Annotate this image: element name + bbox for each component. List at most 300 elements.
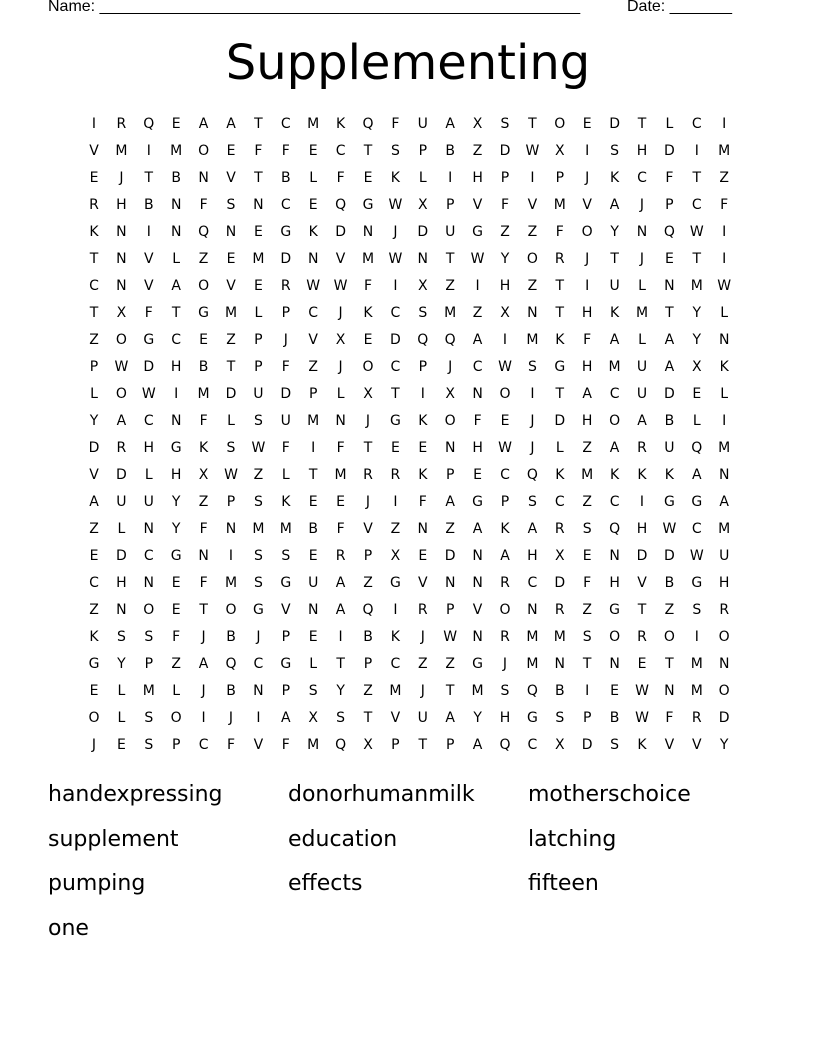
grid-letter[interactable]: D (116, 548, 127, 564)
grid-letter[interactable]: F (500, 197, 510, 213)
grid-letter[interactable]: P (418, 143, 428, 159)
grid-letter[interactable]: P (665, 197, 674, 213)
grid-letter[interactable]: Q (526, 467, 538, 483)
grid-letter[interactable]: M (690, 656, 703, 672)
grid-letter[interactable]: F (254, 143, 263, 159)
grid-letter[interactable]: R (335, 548, 346, 564)
grid-letter[interactable]: R (417, 602, 428, 618)
grid-letter[interactable]: M (718, 521, 731, 537)
grid-letter[interactable]: V (390, 710, 401, 726)
grid-letter[interactable]: S (555, 710, 565, 726)
grid-letter[interactable]: M (718, 143, 731, 159)
grid-letter[interactable]: D (581, 737, 593, 753)
grid-letter[interactable]: X (335, 332, 346, 348)
grid-letter[interactable]: W (388, 251, 403, 267)
grid-letter[interactable]: P (363, 656, 373, 672)
grid-letter[interactable]: G (472, 494, 484, 510)
grid-letter[interactable]: A (445, 116, 455, 132)
grid-letter[interactable]: Z (363, 683, 373, 699)
grid-letter[interactable]: B (445, 143, 455, 159)
grid-letter[interactable]: Z (418, 656, 428, 672)
grid-letter[interactable]: A (445, 710, 455, 726)
grid-letter[interactable]: V (253, 737, 264, 753)
grid-letter[interactable]: L (720, 386, 729, 402)
grid-letter[interactable]: J (119, 170, 124, 186)
grid-letter[interactable]: X (472, 116, 483, 132)
grid-letter[interactable]: M (307, 116, 320, 132)
grid-letter[interactable]: W (662, 521, 677, 537)
grid-letter[interactable]: W (306, 278, 321, 294)
grid-letter[interactable]: H (581, 413, 593, 429)
grid-letter[interactable]: N (527, 305, 538, 321)
grid-letter[interactable]: K (336, 116, 346, 132)
grid-letter[interactable]: E (226, 251, 236, 267)
grid-letter[interactable]: O (581, 224, 593, 240)
grid-letter[interactable]: G (472, 224, 484, 240)
grid-letter[interactable]: P (500, 494, 510, 510)
grid-letter[interactable]: K (390, 629, 400, 645)
grid-letter[interactable]: E (637, 656, 647, 672)
grid-letter[interactable]: K (363, 305, 373, 321)
grid-letter[interactable]: K (610, 467, 620, 483)
grid-letter[interactable]: T (445, 683, 455, 699)
grid-letter[interactable]: W (689, 224, 704, 240)
grid-letter[interactable]: S (226, 440, 236, 456)
grid-letter[interactable]: F (199, 197, 208, 213)
grid-letter[interactable]: M (526, 332, 539, 348)
grid-letter[interactable]: G (389, 413, 401, 429)
grid-letter[interactable]: V (472, 602, 483, 618)
grid-letter[interactable]: A (335, 602, 346, 618)
grid-letter[interactable]: C (143, 413, 154, 429)
grid-letter[interactable]: B (609, 710, 620, 726)
grid-letter[interactable]: I (338, 629, 343, 645)
grid-letter[interactable]: C (89, 575, 99, 591)
grid-letter[interactable]: M (197, 386, 210, 402)
grid-letter[interactable]: T (199, 602, 208, 618)
grid-letter[interactable]: V (226, 278, 236, 294)
grid-letter[interactable]: K (390, 170, 400, 186)
grid-letter[interactable]: E (308, 197, 318, 213)
grid-letter[interactable]: Q (335, 197, 347, 213)
grid-letter[interactable]: I (448, 170, 453, 186)
grid-letter[interactable]: H (499, 710, 511, 726)
grid-letter[interactable]: J (585, 251, 590, 267)
grid-letter[interactable]: X (198, 467, 209, 483)
grid-letter[interactable]: F (226, 737, 236, 753)
grid-letter[interactable]: U (308, 575, 319, 591)
grid-letter[interactable]: W (635, 683, 649, 699)
grid-letter[interactable]: S (418, 305, 428, 321)
grid-letter[interactable]: U (636, 386, 648, 402)
grid-letter[interactable]: J (365, 413, 371, 429)
grid-letter[interactable]: H (718, 575, 730, 591)
grid-letter[interactable]: O (170, 710, 182, 726)
grid-letter[interactable]: Z (527, 278, 538, 294)
grid-letter[interactable]: T (363, 710, 373, 726)
grid-letter[interactable]: P (445, 467, 455, 483)
grid-letter[interactable]: A (226, 116, 236, 132)
grid-letter[interactable]: I (201, 710, 206, 726)
grid-letter[interactable]: S (500, 116, 510, 132)
grid-letter[interactable]: L (720, 305, 729, 321)
grid-letter[interactable]: N (307, 251, 319, 267)
grid-letter[interactable]: R (554, 521, 565, 537)
grid-letter[interactable]: S (692, 602, 702, 618)
grid-letter[interactable]: R (554, 602, 565, 618)
grid-letter[interactable]: P (281, 683, 291, 699)
grid-letter[interactable]: Z (582, 440, 592, 456)
grid-letter[interactable]: Z (582, 602, 592, 618)
grid-letter[interactable]: A (472, 521, 483, 537)
grid-letter[interactable]: H (116, 197, 127, 213)
grid-letter[interactable]: F (172, 629, 181, 645)
grid-letter[interactable]: T (582, 656, 592, 672)
grid-letter[interactable]: I (174, 386, 179, 402)
grid-letter[interactable]: M (334, 467, 347, 483)
grid-letter[interactable]: R (89, 197, 99, 213)
grid-letter[interactable]: M (690, 683, 703, 699)
grid-letter[interactable]: P (445, 197, 455, 213)
grid-letter[interactable]: Z (226, 332, 236, 348)
grid-letter[interactable]: E (308, 143, 318, 159)
grid-letter[interactable]: G (88, 656, 100, 672)
grid-letter[interactable]: T (692, 170, 702, 186)
grid-letter[interactable]: C (253, 656, 264, 672)
grid-letter[interactable]: P (281, 629, 291, 645)
grid-letter[interactable]: N (664, 683, 675, 699)
grid-letter[interactable]: M (307, 413, 320, 429)
grid-letter[interactable]: D (143, 359, 155, 375)
grid-letter[interactable]: P (363, 548, 373, 564)
grid-letter[interactable]: U (636, 359, 648, 375)
grid-letter[interactable]: M (444, 305, 457, 321)
grid-letter[interactable]: E (418, 548, 428, 564)
grid-letter[interactable]: F (199, 413, 208, 429)
grid-letter[interactable]: K (610, 170, 620, 186)
grid-letter[interactable]: D (280, 251, 292, 267)
grid-letter[interactable]: H (499, 278, 511, 294)
grid-letter[interactable]: S (390, 143, 400, 159)
grid-letter[interactable]: Y (610, 224, 619, 240)
grid-letter[interactable]: E (253, 224, 263, 240)
grid-letter[interactable]: M (170, 143, 183, 159)
grid-letter[interactable]: L (309, 170, 318, 186)
grid-letter[interactable]: Q (499, 737, 511, 753)
grid-letter[interactable]: M (115, 143, 128, 159)
grid-letter[interactable]: J (256, 629, 261, 645)
grid-letter[interactable]: C (609, 494, 620, 510)
grid-letter[interactable]: A (609, 440, 620, 456)
grid-letter[interactable]: G (472, 656, 484, 672)
grid-letter[interactable]: J (530, 413, 535, 429)
grid-letter[interactable]: S (144, 710, 154, 726)
grid-letter[interactable]: G (554, 359, 566, 375)
grid-letter[interactable]: M (526, 629, 539, 645)
grid-letter[interactable]: B (308, 521, 318, 537)
grid-letter[interactable]: L (336, 386, 345, 402)
grid-letter[interactable]: B (143, 197, 154, 213)
grid-letter[interactable]: J (365, 494, 371, 510)
grid-letter[interactable]: Q (609, 521, 621, 537)
grid-letter[interactable]: T (171, 305, 181, 321)
grid-letter[interactable]: F (281, 143, 290, 159)
grid-letter[interactable]: C (691, 116, 702, 132)
grid-letter[interactable]: T (528, 116, 537, 132)
grid-letter[interactable]: N (116, 278, 127, 294)
grid-letter[interactable]: Y (692, 305, 702, 321)
grid-letter[interactable]: I (256, 710, 261, 726)
grid-letter[interactable]: N (472, 629, 483, 645)
grid-letter[interactable]: W (388, 197, 403, 213)
grid-letter[interactable]: S (610, 143, 620, 159)
grid-letter[interactable]: X (418, 278, 428, 294)
grid-letter[interactable]: C (500, 467, 510, 483)
grid-letter[interactable]: G (609, 602, 621, 618)
grid-letter[interactable]: N (554, 656, 566, 672)
grid-letter[interactable]: J (338, 305, 343, 321)
grid-letter[interactable]: R (363, 467, 373, 483)
grid-letter[interactable]: P (500, 170, 510, 186)
grid-letter[interactable]: S (308, 683, 318, 699)
grid-letter[interactable]: L (117, 710, 126, 726)
grid-letter[interactable]: D (718, 710, 730, 726)
grid-letter[interactable]: Q (526, 683, 538, 699)
grid-letter[interactable]: V (363, 521, 373, 537)
grid-letter[interactable]: Y (336, 683, 345, 699)
grid-letter[interactable]: E (418, 440, 428, 456)
grid-letter[interactable]: E (610, 683, 620, 699)
grid-letter[interactable]: O (499, 386, 511, 402)
grid-letter[interactable]: L (117, 521, 126, 537)
grid-letter[interactable]: Z (500, 224, 510, 240)
grid-letter[interactable]: L (227, 413, 235, 429)
grid-letter[interactable]: Q (335, 737, 347, 753)
grid-letter[interactable]: A (281, 710, 291, 726)
grid-letter[interactable]: M (526, 656, 539, 672)
grid-letter[interactable]: T (665, 305, 674, 321)
grid-letter[interactable]: E (363, 170, 373, 186)
grid-letter[interactable]: M (252, 251, 265, 267)
grid-letter[interactable]: L (117, 683, 126, 699)
grid-letter[interactable]: I (530, 386, 535, 402)
grid-letter[interactable]: Z (472, 143, 483, 159)
grid-letter[interactable]: J (201, 629, 206, 645)
grid-letter[interactable]: S (253, 548, 263, 564)
grid-letter[interactable]: X (692, 359, 702, 375)
grid-letter[interactable]: Z (445, 656, 455, 672)
grid-letter[interactable]: V (308, 332, 318, 348)
grid-letter[interactable]: Y (89, 413, 99, 429)
grid-letter[interactable]: H (170, 467, 182, 483)
grid-letter[interactable]: L (90, 386, 98, 402)
grid-letter[interactable]: H (527, 548, 538, 564)
grid-letter[interactable]: Z (171, 656, 181, 672)
grid-letter[interactable]: K (418, 467, 428, 483)
grid-letter[interactable]: H (170, 359, 182, 375)
grid-letter[interactable]: G (362, 197, 374, 213)
grid-letter[interactable]: N (718, 467, 730, 483)
grid-letter[interactable]: J (420, 683, 425, 699)
grid-letter[interactable]: A (198, 116, 209, 132)
grid-letter[interactable]: P (254, 332, 263, 348)
grid-letter[interactable]: F (144, 305, 153, 321)
grid-letter[interactable]: C (527, 737, 538, 753)
grid-letter[interactable]: S (582, 521, 592, 537)
grid-letter[interactable]: I (502, 332, 508, 348)
grid-letter[interactable]: C (691, 197, 702, 213)
grid-letter[interactable]: Z (89, 602, 99, 618)
grid-letter[interactable]: E (582, 116, 592, 132)
grid-letter[interactable]: D (390, 332, 401, 348)
grid-letter[interactable]: F (665, 710, 674, 726)
grid-letter[interactable]: F (583, 332, 592, 348)
grid-letter[interactable]: A (472, 737, 483, 753)
grid-letter[interactable]: U (664, 440, 675, 456)
grid-letter[interactable]: T (144, 170, 154, 186)
grid-letter[interactable]: M (635, 305, 649, 321)
grid-letter[interactable]: Y (500, 251, 510, 267)
grid-letter[interactable]: N (527, 602, 538, 618)
grid-letter[interactable]: O (362, 359, 374, 375)
grid-letter[interactable]: B (664, 413, 675, 429)
grid-letter[interactable]: D (636, 548, 648, 564)
grid-letter[interactable]: C (280, 116, 291, 132)
grid-letter[interactable]: E (199, 332, 209, 348)
grid-letter[interactable]: Z (582, 494, 592, 510)
grid-letter[interactable]: T (308, 467, 318, 483)
grid-letter[interactable]: D (225, 386, 237, 402)
grid-letter[interactable]: E (308, 548, 318, 564)
grid-letter[interactable]: Z (198, 251, 209, 267)
grid-letter[interactable]: N (718, 332, 730, 348)
grid-letter[interactable]: G (252, 602, 264, 618)
grid-letter[interactable]: U (116, 494, 127, 510)
grid-letter[interactable]: A (171, 278, 181, 294)
grid-letter[interactable]: K (555, 467, 565, 483)
grid-letter[interactable]: R (691, 710, 702, 726)
grid-letter[interactable]: I (475, 278, 480, 294)
grid-letter[interactable]: I (722, 224, 727, 240)
grid-letter[interactable]: F (336, 440, 345, 456)
grid-letter[interactable]: N (417, 251, 429, 267)
grid-letter[interactable]: E (308, 494, 318, 510)
grid-letter[interactable]: L (281, 467, 290, 483)
grid-letter[interactable]: K (637, 737, 647, 753)
grid-letter[interactable]: A (445, 494, 455, 510)
grid-letter[interactable]: H (636, 521, 648, 537)
date-field-line[interactable]: Date: _______ (627, 0, 732, 15)
grid-letter[interactable]: S (500, 683, 510, 699)
grid-letter[interactable]: U (417, 710, 428, 726)
grid-letter[interactable]: I (91, 116, 97, 132)
grid-letter[interactable]: O (88, 710, 100, 726)
grid-letter[interactable]: R (500, 575, 510, 591)
grid-letter[interactable]: N (472, 386, 483, 402)
grid-letter[interactable]: P (144, 656, 154, 672)
grid-letter[interactable]: E (692, 386, 702, 402)
grid-letter[interactable]: L (309, 656, 318, 672)
grid-letter[interactable]: H (636, 143, 648, 159)
grid-letter[interactable]: L (172, 251, 181, 267)
grid-letter[interactable]: E (89, 170, 99, 186)
grid-letter[interactable]: N (417, 521, 429, 537)
grid-letter[interactable]: T (637, 116, 647, 132)
grid-letter[interactable]: I (694, 143, 699, 159)
grid-letter[interactable]: I (393, 494, 398, 510)
grid-letter[interactable]: X (555, 548, 565, 564)
grid-letter[interactable]: X (363, 386, 373, 402)
grid-letter[interactable]: U (719, 548, 730, 564)
grid-letter[interactable]: B (226, 683, 236, 699)
grid-letter[interactable]: K (664, 467, 674, 483)
grid-letter[interactable]: T (665, 656, 674, 672)
grid-letter[interactable]: X (308, 710, 318, 726)
grid-letter[interactable]: N (170, 224, 182, 240)
grid-letter[interactable]: B (280, 170, 291, 186)
grid-letter[interactable]: W (470, 251, 485, 267)
grid-letter[interactable]: R (554, 251, 565, 267)
grid-letter[interactable]: A (116, 413, 127, 429)
grid-letter[interactable]: C (198, 737, 209, 753)
grid-letter[interactable]: W (114, 359, 129, 375)
grid-letter[interactable]: W (689, 548, 704, 564)
grid-letter[interactable]: V (692, 737, 702, 753)
grid-letter[interactable]: V (418, 575, 428, 591)
grid-letter[interactable]: O (115, 332, 127, 348)
grid-letter[interactable]: L (638, 278, 646, 294)
grid-letter[interactable]: B (198, 359, 209, 375)
grid-letter[interactable]: X (390, 548, 401, 564)
grid-letter[interactable]: I (228, 548, 234, 564)
grid-letter[interactable]: R (500, 629, 510, 645)
grid-letter[interactable]: S (144, 629, 154, 645)
grid-letter[interactable]: Q (444, 332, 456, 348)
grid-letter[interactable]: E (171, 602, 181, 618)
grid-letter[interactable]: O (554, 116, 566, 132)
grid-letter[interactable]: A (609, 332, 620, 348)
grid-letter[interactable]: K (418, 413, 428, 429)
grid-letter[interactable]: A (89, 494, 99, 510)
grid-letter[interactable]: V (472, 197, 483, 213)
grid-letter[interactable]: W (498, 440, 512, 456)
grid-letter[interactable]: I (420, 386, 425, 402)
grid-letter[interactable]: I (393, 602, 398, 618)
grid-letter[interactable]: Z (363, 575, 373, 591)
grid-letter[interactable]: X (555, 737, 565, 753)
grid-letter[interactable]: G (170, 548, 182, 564)
grid-letter[interactable]: F (418, 494, 427, 510)
grid-letter[interactable]: H (472, 170, 483, 186)
grid-letter[interactable]: A (472, 332, 483, 348)
grid-letter[interactable]: N (143, 521, 155, 537)
grid-letter[interactable]: E (336, 494, 346, 510)
grid-letter[interactable]: N (636, 224, 648, 240)
grid-letter[interactable]: L (665, 116, 674, 132)
grid-letter[interactable]: C (390, 656, 401, 672)
grid-letter[interactable]: T (445, 251, 455, 267)
grid-letter[interactable]: E (89, 683, 99, 699)
grid-letter[interactable]: K (281, 494, 291, 510)
grid-letter[interactable]: N (335, 413, 346, 429)
grid-letter[interactable]: R (390, 467, 401, 483)
grid-letter[interactable]: Q (225, 656, 237, 672)
grid-letter[interactable]: S (527, 359, 537, 375)
grid-letter[interactable]: W (525, 143, 540, 159)
grid-letter[interactable]: P (308, 386, 318, 402)
grid-letter[interactable]: Z (390, 521, 401, 537)
grid-letter[interactable]: N (664, 278, 675, 294)
